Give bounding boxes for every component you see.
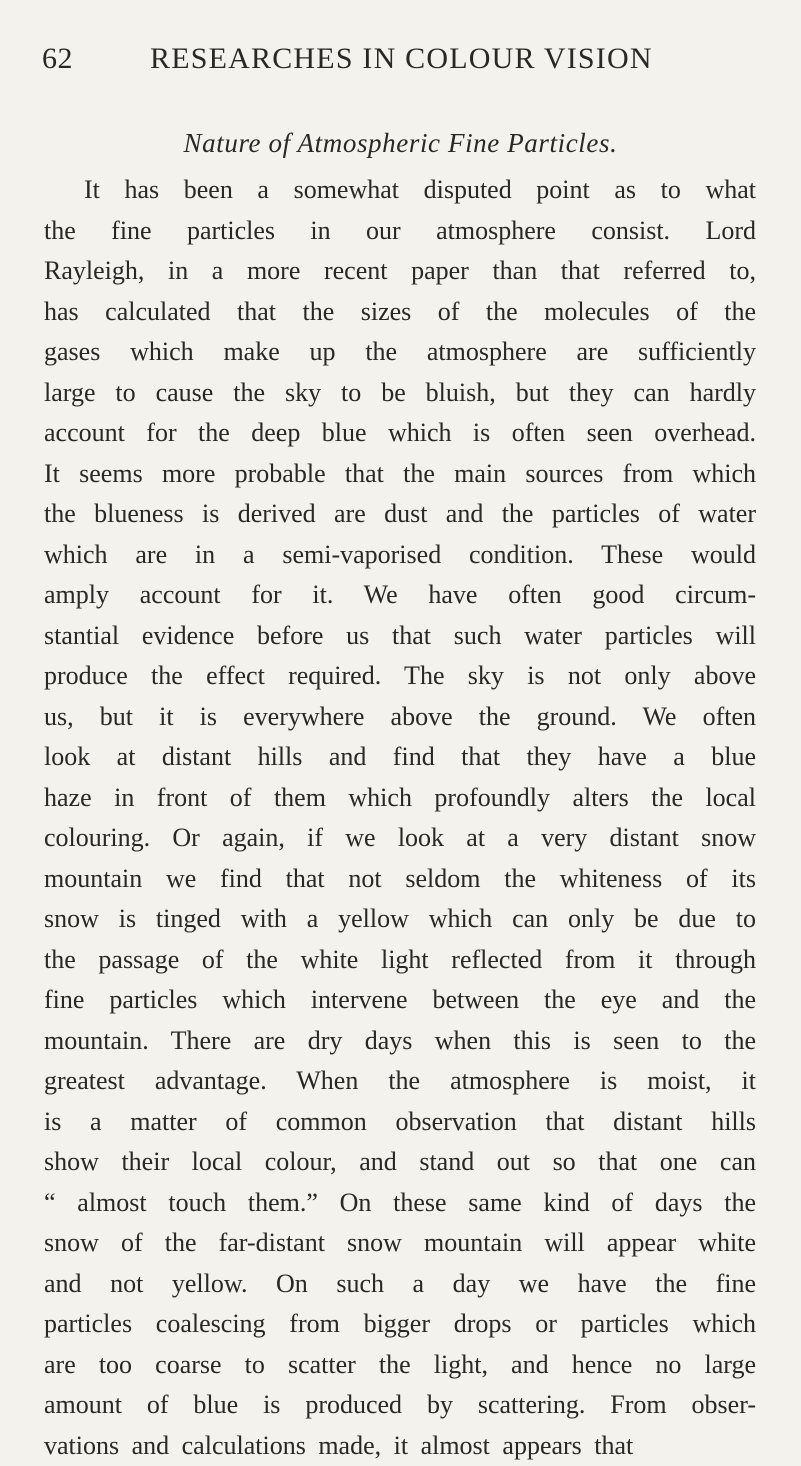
text-line: Rayleigh, in a more recent paper than that referred to, bbox=[44, 251, 756, 292]
text-line: haze in front of them which profoundly alters the local bbox=[44, 778, 756, 819]
text-line: is a matter of common observation that distant hills bbox=[44, 1102, 756, 1143]
text-line: particles coalescing from bigger drops or particles which bbox=[44, 1304, 756, 1345]
text-line: greatest advantage. When the atmosphere is moist, it bbox=[44, 1061, 756, 1102]
running-head: RESEARCHES IN COLOUR VISION bbox=[150, 42, 653, 76]
text-line: account for the deep blue which is often seen overhead. bbox=[44, 413, 756, 454]
text-line: amply account for it. We have often good circum- bbox=[44, 575, 756, 616]
text-line: gases which make up the atmosphere are sufficiently bbox=[44, 332, 756, 373]
text-line: the blueness is derived are dust and the particles of water bbox=[44, 494, 756, 535]
text-line: are too coarse to scatter the light, and hence no large bbox=[44, 1345, 756, 1386]
text-line: “ almost touch them.” On these same kind of days the bbox=[44, 1183, 756, 1224]
text-line: large to cause the sky to be bluish, but they can hardly bbox=[44, 373, 756, 414]
text-line: It seems more probable that the main sources from which bbox=[44, 454, 756, 495]
text-line: look at distant hills and find that they have a blue bbox=[44, 737, 756, 778]
text-line: colouring. Or again, if we look at a very distant snow bbox=[44, 818, 756, 859]
text-line: stantial evidence before us that such water particles will bbox=[44, 616, 756, 657]
text-line: amount of blue is produced by scattering. From obser- bbox=[44, 1385, 756, 1426]
text-line: It has been a somewhat disputed point as to what bbox=[44, 170, 756, 211]
text-line: produce the effect required. The sky is not only above bbox=[44, 656, 756, 697]
text-line: the fine particles in our atmosphere consist. Lord bbox=[44, 211, 756, 252]
text-line: the passage of the white light reflected from it through bbox=[44, 940, 756, 981]
text-line: snow of the far-distant snow mountain will appear white bbox=[44, 1223, 756, 1264]
text-line: us, but it is everywhere above the ground. We often bbox=[44, 697, 756, 738]
body-paragraph bbox=[44, 170, 756, 1466]
text-line: snow is tinged with a yellow which can only be due to bbox=[44, 899, 756, 940]
page-number: 62 bbox=[42, 42, 73, 76]
page-header bbox=[0, 42, 801, 92]
text-line: vations and calculations made, it almost appears that bbox=[44, 1426, 756, 1466]
text-line: which are in a semi-vaporised condition. These would bbox=[44, 535, 756, 576]
text-line: mountain. There are dry days when this is seen to the bbox=[44, 1021, 756, 1062]
text-line: show their local colour, and stand out so that one can bbox=[44, 1142, 756, 1183]
text-line: mountain we find that not seldom the whiteness of its bbox=[44, 859, 756, 900]
section-title: Nature of Atmospheric Fine Particles. bbox=[0, 128, 801, 159]
text-line: and not yellow. On such a day we have the fine bbox=[44, 1264, 756, 1305]
text-line: fine particles which intervene between the eye and the bbox=[44, 980, 756, 1021]
text-line: has calculated that the sizes of the molecules of the bbox=[44, 292, 756, 333]
